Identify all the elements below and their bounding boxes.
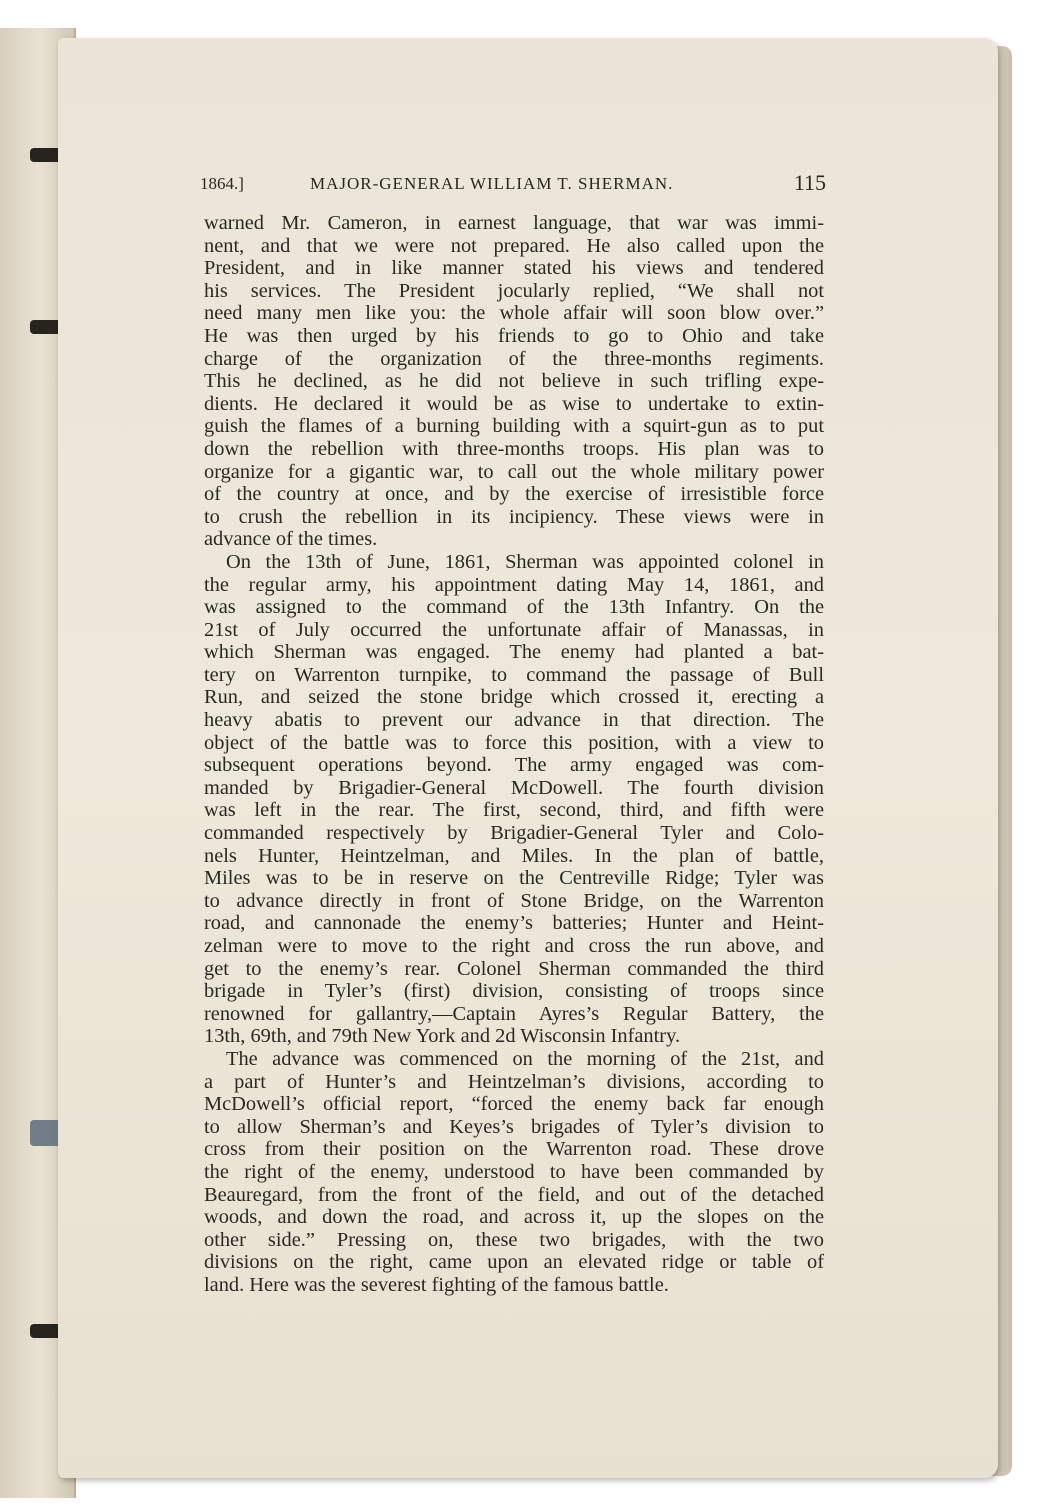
text-line: other side.” Pressing on, these two brigades, with the two — [204, 1228, 824, 1251]
text-line: manded by Brigadier-General McDowell. The fourth division — [204, 776, 824, 799]
text-line: renowned for gallantry,—Captain Ayres’s Regular Battery, the — [204, 1002, 824, 1025]
text-line: advance of the times. — [204, 528, 378, 551]
page-number: 115 — [793, 170, 826, 195]
text-line: The advance was commenced on the morning of the 21st, and — [226, 1047, 824, 1070]
text-line: the right of the enemy, understood to have been commanded by — [204, 1160, 824, 1183]
text-line: commanded respectively by Brigadier-General Tyler and Colo- — [204, 822, 824, 845]
text-line: Run, and seized the stone bridge which crossed it, erecting a — [204, 686, 824, 709]
text-line: tery on Warrenton turnpike, to command the passage of Bull — [204, 663, 824, 686]
running-title: MAJOR-GENERAL WILLIAM T. SHERMAN. — [310, 174, 674, 193]
paragraph — [204, 212, 824, 551]
text-line: He was then urged by his friends to go to Ohio and take — [204, 324, 824, 347]
text-line: Beauregard, from the front of the field, and out of the detached — [204, 1183, 824, 1206]
text-line: to allow Sherman’s and Keyes’s brigades of Tyler’s division to — [204, 1115, 824, 1138]
paragraph — [204, 1048, 824, 1297]
text-line: 13th, 69th, and 79th New York and 2d Wisconsin Infantry. — [204, 1025, 681, 1048]
body-text — [204, 212, 824, 1297]
text-line: charge of the organization of the three-months regiments. — [204, 347, 824, 370]
text-line: of the country at once, and by the exercise of irresistible force — [204, 483, 824, 506]
text-line: Miles was to be in reserve on the Centreville Ridge; Tyler was — [204, 867, 824, 890]
text-line: his services. The President jocularly replied, “We shall not — [204, 279, 824, 302]
text-line: a part of Hunter’s and Heintzelman’s divisions, according to — [204, 1070, 824, 1093]
text-line: brigade in Tyler’s (first) division, consisting of troops since — [204, 980, 824, 1003]
text-line: dients. He declared it would be as wise to undertake to extin- — [204, 392, 824, 415]
text-line: to crush the rebellion in its incipiency. These views were in — [204, 505, 824, 528]
running-header — [200, 170, 826, 200]
text-line: 21st of July occurred the unfortunate affair of Manassas, in — [204, 618, 824, 641]
text-line: warned Mr. Cameron, in earnest language, that war was immi- — [204, 212, 824, 234]
text-line: nels Hunter, Heintzelman, and Miles. In the plan of battle, — [204, 844, 824, 867]
text-line: divisions on the right, came upon an elevated ridge or table of — [204, 1251, 824, 1274]
text-line: get to the enemy’s rear. Colonel Sherman commanded the third — [204, 957, 824, 980]
text-line: which Sherman was engaged. The enemy had planted a bat- — [204, 641, 824, 664]
text-line: nent, and that we were not prepared. He also called upon the — [204, 234, 824, 257]
text-line: McDowell’s official report, “forced the enemy back far enough — [204, 1093, 824, 1116]
text-line: woods, and down the road, and across it, up the slopes on the — [204, 1206, 824, 1229]
text-line: organize for a gigantic war, to call out the whole military power — [204, 460, 824, 483]
text-line: zelman were to move to the right and cross the run above, and — [204, 935, 824, 957]
text-line: was left in the rear. The first, second, third, and fifth were — [204, 799, 824, 822]
header-year: 1864.] — [200, 174, 244, 193]
paragraph — [204, 551, 824, 1048]
text-line: the regular army, his appointment dating May 14, 1861, and — [204, 573, 824, 596]
text-line: This he declined, as he did not believe in such trifling expe- — [204, 370, 824, 393]
text-line: heavy abatis to prevent our advance in that direction. The — [204, 709, 824, 732]
text-line: guish the flames of a burning building with a squirt-gun as to put — [204, 415, 824, 438]
text-line: President, and in like manner stated his views and tendered — [204, 257, 824, 280]
text-line: need many men like you: the whole affair will soon blow over.” — [204, 302, 824, 325]
text-line: subsequent operations beyond. The army engaged was com- — [204, 754, 824, 777]
text-line: down the rebellion with three-months troops. His plan was to — [204, 437, 824, 460]
text-line: land. Here was the severest fighting of the famous battle. — [204, 1273, 669, 1296]
text-line: to advance directly in front of Stone Bridge, on the Warrenton — [204, 889, 824, 912]
text-line: road, and cannonade the enemy’s batteries; Hunter and Heint- — [204, 912, 824, 935]
text-line: cross from their position on the Warrenton road. These drove — [204, 1138, 824, 1161]
text-line: object of the battle was to force this position, with a view to — [204, 731, 824, 754]
text-line: was assigned to the command of the 13th Infantry. On the — [204, 596, 824, 619]
text-line: On the 13th of June, 1861, Sherman was appointed colonel in — [226, 550, 824, 573]
